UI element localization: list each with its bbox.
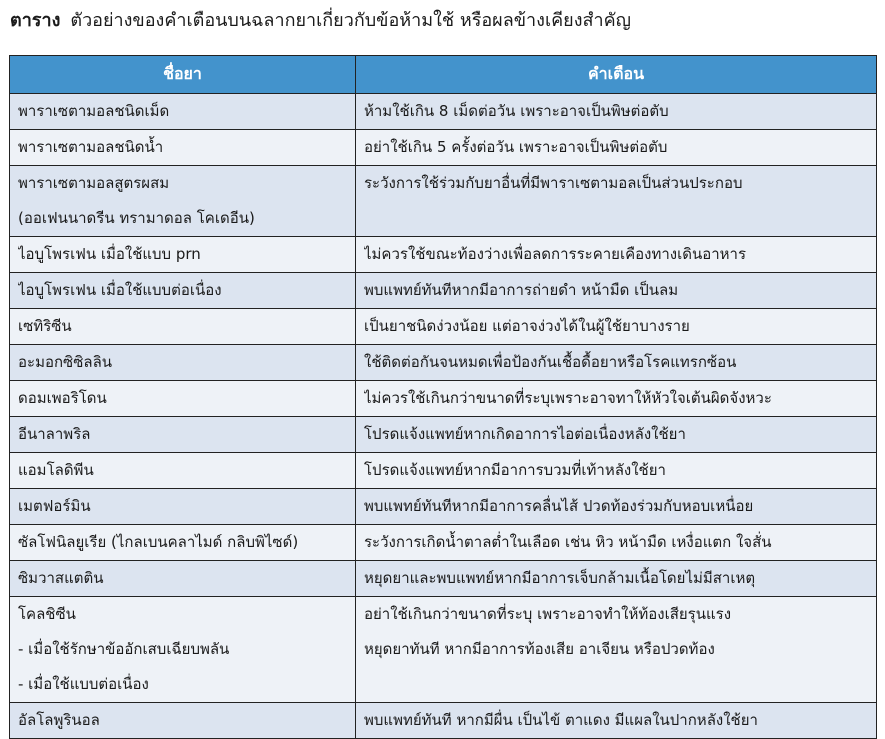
table-row [10,381,877,417]
warning-text: โปรดแจ้งแพทย์หากมีอาการบวมที่เท้าหลังใช้ยา [364,461,666,479]
warning-cell [356,561,877,597]
drug-name-cell [10,453,356,489]
drug-name-cell [10,381,356,417]
warning-text: หยุดยาและพบแพทย์หากมีอาการเจ็บกล้ามเนื้อโดยไม่มีสาเหตุ [364,569,756,587]
drug-name-text: แอมโลดิพีน [18,461,94,479]
table-row [10,345,877,381]
warning-text: หยุดยาทันที หากมีอาการท้องเสีย อาเจียน หรือปวดท้อง [364,640,715,658]
table-header-row [10,56,877,94]
drug-name-cell [10,273,356,309]
drug-name-text: พาราเซตามอลชนิดเม็ด [18,102,170,120]
warning-cell [356,273,877,309]
drug-name-cell [10,345,356,381]
warning-text: พบแพทย์ทันทีหากมีอาการคลื่นไส้ ปวดท้องร่วมกับหอบเหนื่อย [364,497,754,515]
warning-cell [356,489,877,525]
drug-name-text: - เมื่อใช้รักษาข้ออักเสบเฉียบพลัน [18,640,230,658]
warning-text [364,201,868,236]
drug-name-text: อะมอกซิซิลลิน [18,353,113,371]
drug-name-text: อัลโลพูรินอล [18,711,100,729]
warning-cell [356,597,877,703]
warning-cell [356,525,877,561]
drug-name-text: ซิมวาสแตติน [18,569,104,587]
table-row [10,453,877,489]
table-row [10,525,877,561]
drug-name-text: ไอบูโพรเฟน เมื่อใช้แบบ prn [18,245,201,263]
drug-name-cell [10,237,356,273]
drug-name-cell [10,489,356,525]
table-row [10,94,877,130]
table-caption [10,8,631,34]
drug-name-cell [10,417,356,453]
drug-name-cell [10,309,356,345]
warning-cell [356,166,877,237]
table-row [10,166,877,237]
drug-name-text: - เมื่อใช้แบบต่อเนื่อง [18,675,149,693]
warning-cell [356,309,877,345]
warning-cell [356,237,877,273]
drug-name-cell [10,703,356,739]
warning-text: ระวังการเกิดน้ำตาลต่ำในเลือด เช่น หิว หน้ามืด เหงื่อแตก ใจสั่น [364,533,772,551]
drug-name-text: อีนาลาพริล [18,425,91,443]
drug-name-text: ดอมเพอริโดน [18,389,107,407]
warning-text: อย่าใช้เกิน 5 ครั้งต่อวัน เพราะอาจเป็นพิษต่อตับ [364,138,668,156]
warning-text: พบแพทย์ทันทีหากมีอาการถ่ายดำ หน้ามืด เป็นลม [364,281,679,299]
drug-name-text: (ออเฟนนาดรีน ทรามาดอล โคเดอีน) [18,209,255,227]
drug-name-text: พาราเซตามอลชนิดน้ำ [18,138,164,156]
warning-text: ระวังการใช้ร่วมกับยาอื่นที่มีพาราเซตามอลเป็นส่วนประกอบ [364,174,743,192]
drug-name-cell [10,94,356,130]
warning-cell [356,703,877,739]
drug-name-text: โคลชิซีน [18,605,76,623]
table-row [10,237,877,273]
drug-name-cell [10,166,356,237]
table-row [10,703,877,739]
drug-warning-table [9,55,877,739]
column-header-warning: คำเตือน [356,56,877,94]
drug-name-text: พาราเซตามอลสูตรผสม [18,174,170,192]
warning-text [364,667,868,702]
caption-text: ตัวอย่างของคำเตือนบนฉลากยาเกี่ยวกับข้อห้ามใช้ หรือผลข้างเคียงสำคัญ [70,10,631,31]
warning-cell [356,345,877,381]
table-body [10,94,877,739]
warning-cell [356,453,877,489]
drug-name-text: ซัลโฟนิลยูเรีย (ไกลเบนคลาไมด์ กลิบพิไซด์) [18,533,299,551]
drug-name-cell [10,130,356,166]
warning-text: ไม่ควรใช้ขณะท้องว่างเพื่อลดการระคายเคืองทางเดินอาหาร [364,245,746,263]
warning-text: ใช้ติดต่อกันจนหมดเพื่อป้องกันเชื้อดื้อยาหรือโรคแทรกซ้อน [364,353,737,371]
drug-name-cell [10,525,356,561]
warning-text: อย่าใช้เกินกว่าขนาดที่ระบุ เพราะอาจทำให้ท้องเสียรุนแรง [364,605,732,623]
table-row [10,273,877,309]
drug-name-text: ไอบูโพรเฟน เมื่อใช้แบบต่อเนื่อง [18,281,222,299]
warning-cell [356,381,877,417]
warning-cell [356,130,877,166]
caption-label: ตาราง [10,10,61,31]
table-row [10,309,877,345]
warning-text: ห้ามใช้เกิน 8 เม็ดต่อวัน เพราะอาจเป็นพิษต่อตับ [364,102,669,120]
warning-text: เป็นยาชนิดง่วงน้อย แต่อาจง่วงได้ในผู้ใช้ยาบางราย [364,317,690,335]
drug-name-cell [10,597,356,703]
drug-name-cell [10,561,356,597]
table-row [10,597,877,703]
warning-text: โปรดแจ้งแพทย์หากเกิดอาการไอต่อเนื่องหลังใช้ยา [364,425,686,443]
table-row [10,489,877,525]
drug-name-text: เซทิริซีน [18,317,72,335]
warning-cell [356,94,877,130]
table-row [10,417,877,453]
table-row [10,130,877,166]
drug-name-text: เมตฟอร์มิน [18,497,91,515]
table-row [10,561,877,597]
warning-text: พบแพทย์ทันที หากมีผื่น เป็นไข้ ตาแดง มีแผลในปากหลังใช้ยา [364,711,758,729]
column-header-drug-name: ชื่อยา [10,56,356,94]
warning-cell [356,417,877,453]
warning-text: ไม่ควรใช้เกินกว่าขนาดที่ระบุเพราะอาจทาให้หัวใจเต้นผิดจังหวะ [364,389,772,407]
